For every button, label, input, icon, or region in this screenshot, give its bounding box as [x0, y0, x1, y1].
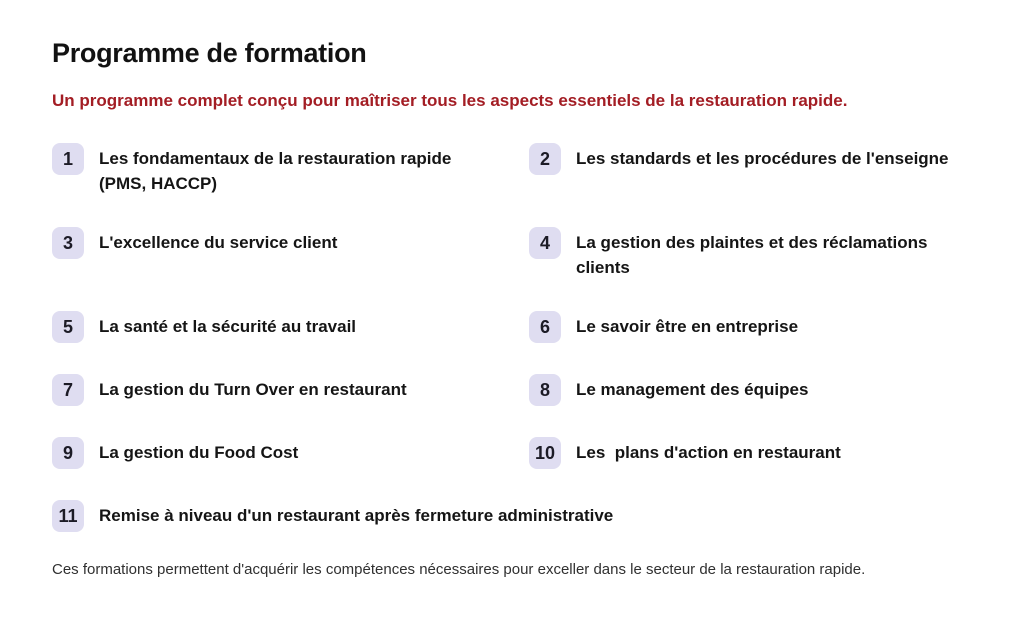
module-item — [52, 374, 493, 406]
module-label: La gestion du Food Cost — [99, 443, 299, 462]
modules-grid — [52, 143, 970, 532]
module-label: Les plans d'action en restaurant — [576, 443, 841, 462]
module-label: Le savoir être en entreprise — [576, 317, 799, 336]
module-number-badge: 5 — [52, 311, 84, 343]
module-number-badge: 11 — [52, 500, 84, 532]
module-item — [529, 437, 970, 469]
module-label: La gestion des plaintes et des réclamations clients — [576, 233, 933, 277]
page-subtitle: Un programme complet conçu pour maîtriser tous les aspects essentiels de la restauration rapide. — [52, 91, 848, 110]
module-number-badge: 10 — [529, 437, 561, 469]
module-item — [52, 311, 493, 343]
module-label: Les fondamentaux de la restauration rapide (PMS, HACCP) — [99, 149, 457, 193]
module-item — [529, 143, 970, 196]
module-number-badge: 2 — [529, 143, 561, 175]
module-number-badge: 4 — [529, 227, 561, 259]
module-item — [529, 311, 970, 343]
module-number-badge: 7 — [52, 374, 84, 406]
module-number-badge: 6 — [529, 311, 561, 343]
module-number-badge: 3 — [52, 227, 84, 259]
module-number-badge: 1 — [52, 143, 84, 175]
module-item — [529, 227, 970, 280]
module-label: La santé et la sécurité au travail — [99, 317, 357, 336]
module-number-badge: 8 — [529, 374, 561, 406]
module-label: Le management des équipes — [576, 380, 809, 399]
module-label: Remise à niveau d'un restaurant après fermeture administrative — [99, 506, 614, 525]
page-title: Programme de formation — [52, 38, 367, 68]
module-label: Les standards et les procédures de l'enseigne — [576, 149, 949, 168]
module-item — [52, 227, 493, 280]
module-item — [52, 500, 970, 532]
module-item — [52, 143, 493, 196]
footer-note: Ces formations permettent d'acquérir les compétences nécessaires pour exceller dans le secteur de la restauration rapide. — [52, 561, 866, 578]
module-label: L'excellence du service client — [99, 233, 338, 252]
module-label: La gestion du Turn Over en restaurant — [99, 380, 407, 399]
module-number-badge: 9 — [52, 437, 84, 469]
module-item — [529, 374, 970, 406]
module-item — [52, 437, 493, 469]
